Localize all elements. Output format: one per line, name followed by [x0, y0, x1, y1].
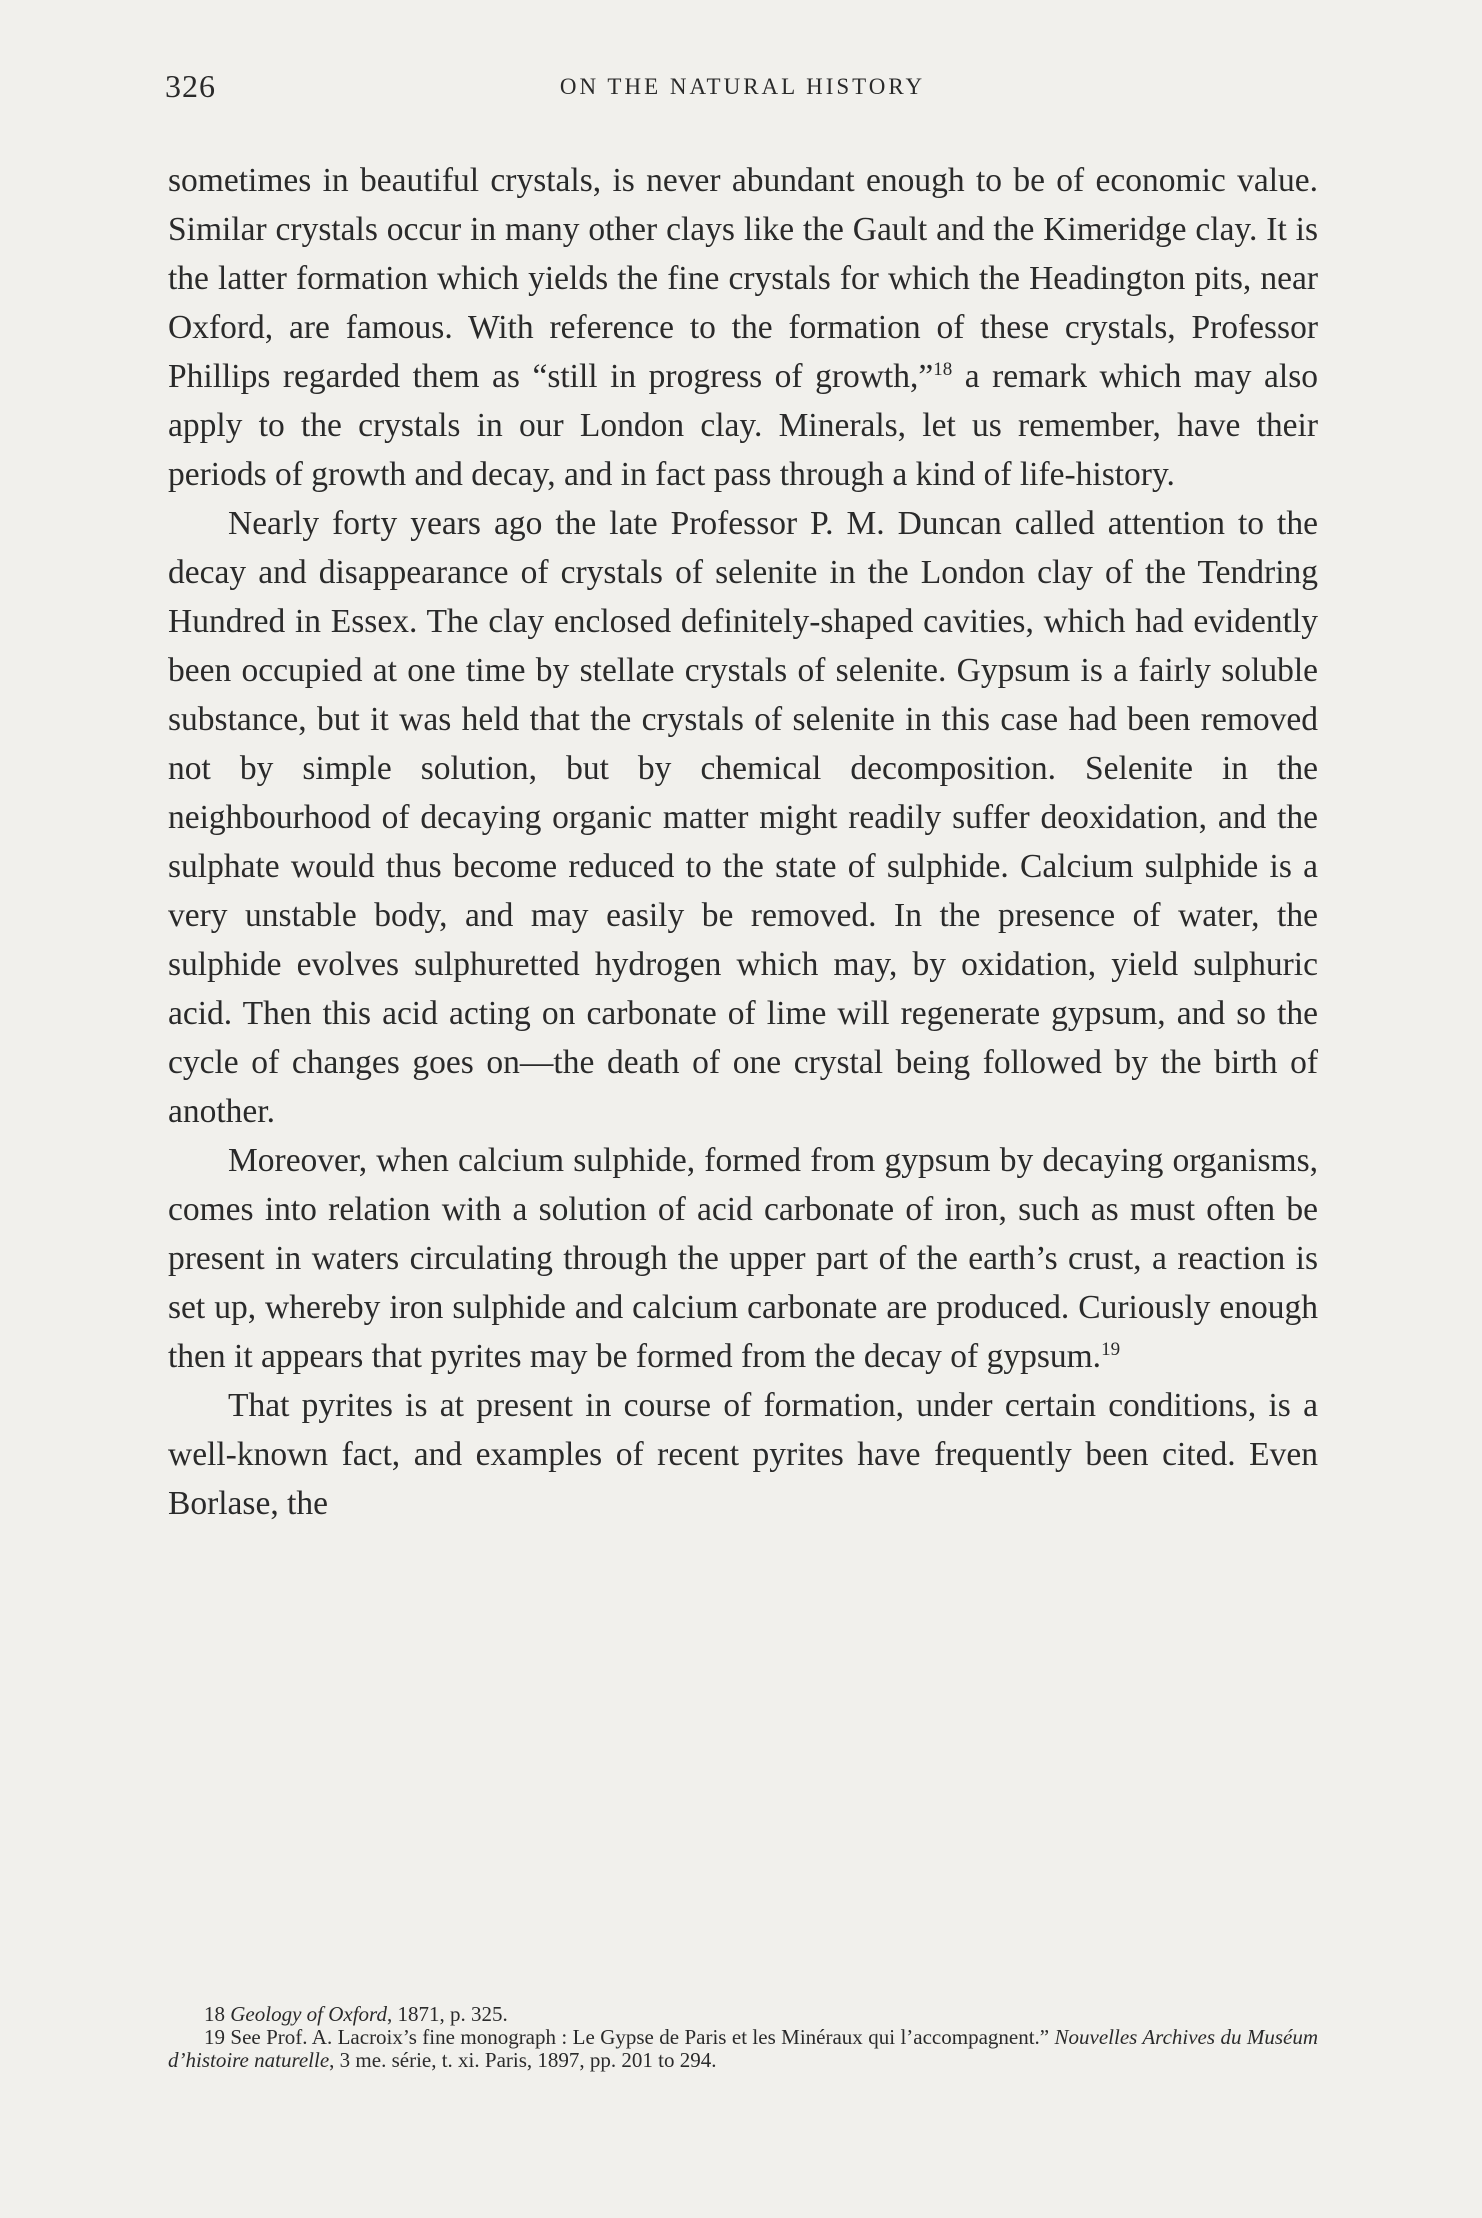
paragraph-text: sometimes in beautiful crystals, is never abundant enough to be of economic value. Similar crystals occur in many other clays like the Gault and the Kimeridge clay. It is the latter formation which yields the fine crystals for which the Headington pits, near Oxford, are famous. With reference to the formation of these crystals, Professor Phillips regarded them as “still in progress of growth,” — [168, 162, 1318, 395]
paragraph-text: Moreover, when calcium sulphide, formed from gypsum by decaying organisms, comes into relation with a solution of acid carbonate of iron, such as must often be present in waters circulating through the upper part of the earth’s crust, a reaction is set up, whereby iron sulphide and calcium carbonate are produced. Curiously enough then it appears that pyrites may be formed from the decay of gypsum. — [168, 1142, 1318, 1375]
page-number: 326 — [165, 68, 216, 104]
footnote — [168, 2003, 1318, 2026]
footnote-number: 18 — [204, 2002, 225, 2026]
footnote-journal: Nouvelles Archives du Muséum d’histoire naturelle — [168, 2025, 1318, 2072]
footnote-text: , 1871, p. 325. — [386, 2002, 508, 2026]
paragraph: Nearly forty years ago the late Professor P. M. Duncan called attention to the decay and disappearance of crystals of selenite in the London clay of the Tendring Hundred in Essex. The clay enclosed definitely-shaped cavities, which had evidently been occupied at one time by stellate crystals of selenite. Gypsum is a fairly soluble substance, but it was held that the crystals of selenite in this case had been removed not by simple solution, but by chemical decomposition. Selenite in the neighbourhood of decaying organic matter might readily suffer deoxidation, and the sulphate would thus become reduced to the state of sulphide. Calcium sulphide is a very unstable body, and may easily be removed. In the presence of water, the sulphide evolves sulphuretted hydrogen which may, by oxidation, yield sulphuric acid. Then this acid acting on carbonate of lime will regenerate gypsum, and so the cycle of changes goes on—the death of one crystal being followed by the birth of another. — [168, 505, 1318, 1130]
paragraph — [168, 156, 1318, 499]
footnote — [168, 2026, 1318, 2072]
footnote-title: Geology of Oxford — [230, 2002, 387, 2026]
footnote-number: 19 — [204, 2025, 225, 2049]
paragraph-text: a remark which may also apply to the crystals in our London clay. Minerals, let us remember, have their periods of growth and decay, and in fact pass through a kind of life-history. — [168, 358, 1319, 493]
footnote-ref: 19 — [1101, 1338, 1121, 1360]
paragraph — [168, 1136, 1318, 1381]
paragraph: That pyrites is at present in course of formation, under certain conditions, is a well-known fact, and examples of recent pyrites have frequently been cited. Even Borlase, the — [168, 1387, 1318, 1522]
footnote-ref: 18 — [933, 358, 953, 380]
running-head: ON THE NATURAL HISTORY — [559, 74, 926, 99]
footnote-text: See Prof. A. Lacroix’s fine monograph : Le Gypse de Paris et les Minéraux qui l’accompagnent.” — [225, 2025, 1055, 2049]
footnote-text: , 3 me. série, t. xi. Paris, 1897, pp. 201 to 294. — [329, 2048, 717, 2072]
body-text — [168, 156, 1318, 1528]
footnotes — [168, 2003, 1318, 2072]
page-header — [165, 68, 1320, 118]
